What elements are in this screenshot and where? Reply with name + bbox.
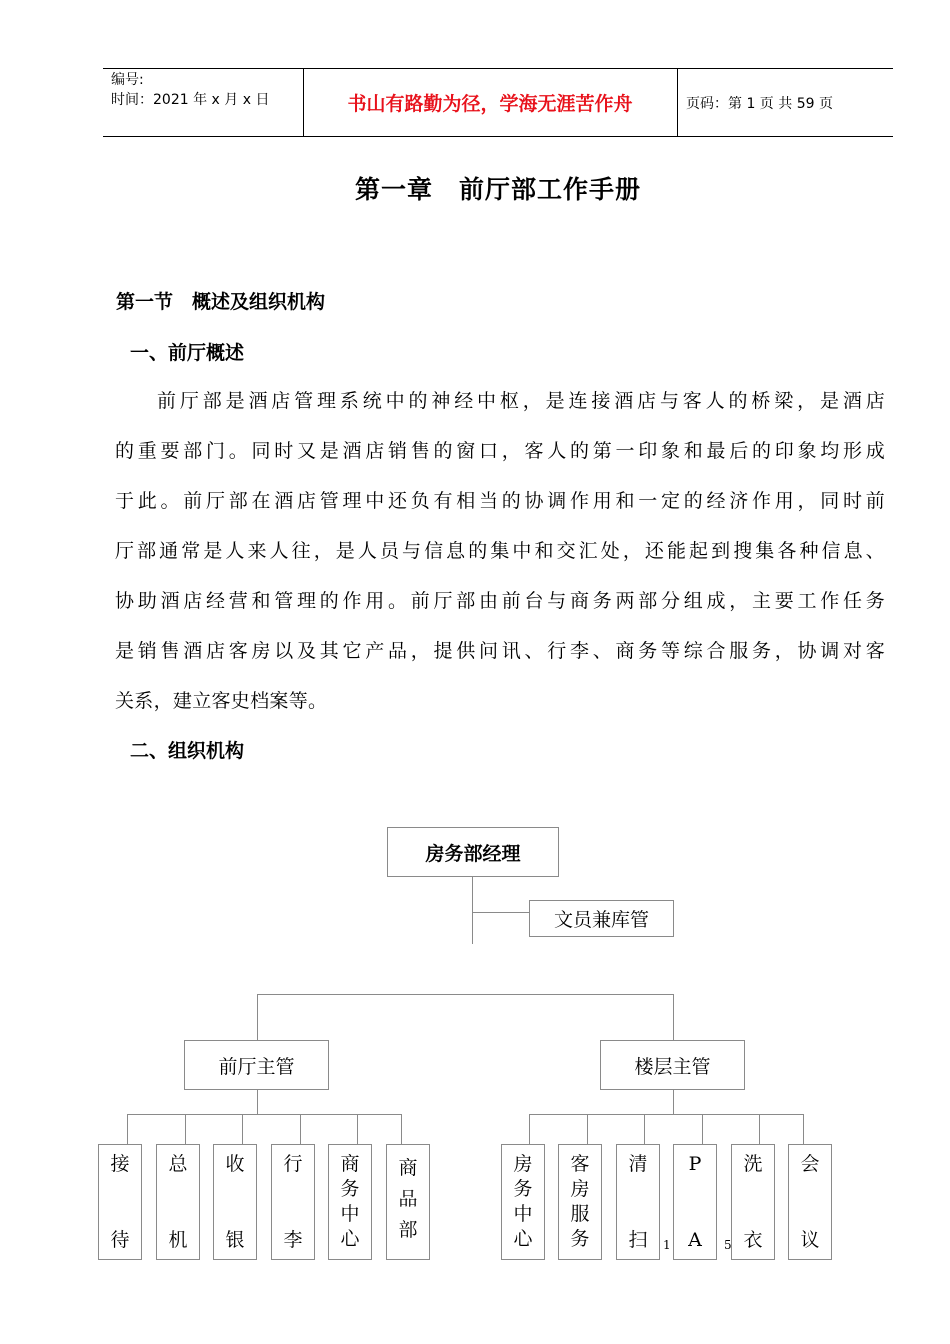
unit-char: 总 xyxy=(168,1153,188,1175)
connector-left-manager xyxy=(257,994,258,1040)
unit-char: 李 xyxy=(283,1229,303,1251)
connector-drop xyxy=(300,1114,301,1144)
unit-char: 务 xyxy=(570,1228,590,1250)
connector-left-stem xyxy=(257,1089,258,1114)
org-unit-cashier xyxy=(213,1144,257,1260)
org-unit-laundry xyxy=(731,1144,775,1260)
page-number-label: 页码：第 1 页 共 59 页 xyxy=(686,96,833,112)
unit-char: 务 xyxy=(513,1178,533,1200)
paragraph-line: 厅部通常是人来人往，是人员与信息的集中和交汇处，还能起到搜集各种信息、 xyxy=(115,540,885,562)
paragraph-line: 关系，建立客史档案等。 xyxy=(115,690,328,712)
paragraph-line: 前厅部是酒店管理系统中的神经中枢，是连接酒店与客人的桥梁，是酒店 xyxy=(157,390,885,412)
org-unit-cleaning xyxy=(616,1144,660,1260)
chapter-title: 第一章 前厅部工作手册 xyxy=(354,175,641,204)
unit-char: 清 xyxy=(628,1153,648,1175)
connector-drop xyxy=(127,1114,128,1144)
org-unit-conference xyxy=(788,1144,832,1260)
header-divider-right xyxy=(677,68,678,136)
unit-char: 银 xyxy=(225,1229,245,1251)
org-unit-reception xyxy=(98,1144,142,1260)
unit-char: 房 xyxy=(570,1178,590,1200)
unit-char: 衣 xyxy=(743,1229,763,1251)
org-unit-housekeeping-center xyxy=(501,1144,545,1260)
org-unit-business-center xyxy=(328,1144,372,1260)
subsection-overview-heading: 一、前厅概述 xyxy=(130,342,245,364)
document-time-label: 时间：2021 年 x 月 x 日 xyxy=(111,92,270,108)
footer-mark: 5 xyxy=(724,1238,732,1252)
unit-char: 中 xyxy=(340,1203,360,1225)
unit-char: 心 xyxy=(513,1228,533,1250)
org-box-front-office-manager: 前厅主管 xyxy=(184,1040,329,1090)
section-title: 第一节 概述及组织机构 xyxy=(116,291,326,313)
document-number-label: 编号: xyxy=(111,72,144,88)
unit-char: 务 xyxy=(340,1178,360,1200)
connector-drop xyxy=(357,1114,358,1144)
connector-drop xyxy=(529,1114,530,1144)
unit-char: 议 xyxy=(800,1229,820,1251)
connector-drop xyxy=(644,1114,645,1144)
subsection-organization-heading: 二、组织机构 xyxy=(130,740,245,762)
unit-char: 扫 xyxy=(628,1229,648,1251)
footer-mark: 1 xyxy=(663,1238,671,1252)
org-unit-switchboard xyxy=(156,1144,200,1260)
unit-char: 接 xyxy=(110,1153,130,1175)
org-box-floor-manager: 楼层主管 xyxy=(600,1040,745,1090)
connector-managers-horizontal xyxy=(257,994,673,995)
unit-char: A xyxy=(688,1229,702,1251)
unit-char: 房 xyxy=(513,1153,533,1175)
unit-char: 商 xyxy=(340,1153,360,1175)
header-bottom-rule xyxy=(103,136,893,137)
connector-drop xyxy=(185,1114,186,1144)
connector-top-vertical xyxy=(472,876,473,944)
connector-drop xyxy=(401,1114,402,1144)
unit-char: 收 xyxy=(225,1153,245,1175)
unit-char: 客 xyxy=(570,1153,590,1175)
unit-char: P xyxy=(688,1153,702,1175)
paragraph-line: 的重要部门。同时又是酒店销售的窗口，客人的第一印象和最后的印象均形成 xyxy=(115,440,885,462)
connector-drop xyxy=(242,1114,243,1144)
connector-assistant xyxy=(472,912,530,913)
unit-char: 行 xyxy=(283,1153,303,1175)
unit-char: 洗 xyxy=(743,1153,763,1175)
org-box-assistant: 文员兼库管 xyxy=(529,900,674,937)
unit-char: 会 xyxy=(800,1153,820,1175)
org-box-director: 房务部经理 xyxy=(387,827,559,877)
unit-char: 品 xyxy=(398,1188,418,1210)
org-unit-pa xyxy=(673,1144,717,1260)
connector-left-units xyxy=(127,1114,401,1115)
org-unit-room-service xyxy=(558,1144,602,1260)
org-unit-luggage xyxy=(271,1144,315,1260)
connector-drop xyxy=(803,1114,804,1144)
unit-char: 中 xyxy=(513,1203,533,1225)
connector-right-manager xyxy=(673,994,674,1040)
paragraph-line: 于此。前厅部在酒店管理中还负有相当的协调作用和一定的经济作用，同时前 xyxy=(115,490,885,512)
unit-char: 服 xyxy=(570,1203,590,1225)
connector-right-units xyxy=(529,1114,803,1115)
unit-char: 商 xyxy=(398,1157,418,1179)
header-motto: 书山有路勤为径，学海无涯苦作舟 xyxy=(347,92,633,115)
connector-drop xyxy=(587,1114,588,1144)
unit-char: 心 xyxy=(340,1228,360,1250)
org-unit-shop xyxy=(386,1144,430,1260)
connector-drop xyxy=(702,1114,703,1144)
unit-char: 机 xyxy=(168,1229,188,1251)
unit-char: 待 xyxy=(110,1229,130,1251)
connector-right-stem xyxy=(673,1089,674,1114)
paragraph-line: 协助酒店经营和管理的作用。前厅部由前台与商务两部分组成，主要工作任务 xyxy=(115,590,885,612)
unit-char: 部 xyxy=(398,1219,418,1241)
paragraph-line: 是销售酒店客房以及其它产品，提供问讯、行李、商务等综合服务，协调对客 xyxy=(115,640,885,662)
connector-drop xyxy=(759,1114,760,1144)
